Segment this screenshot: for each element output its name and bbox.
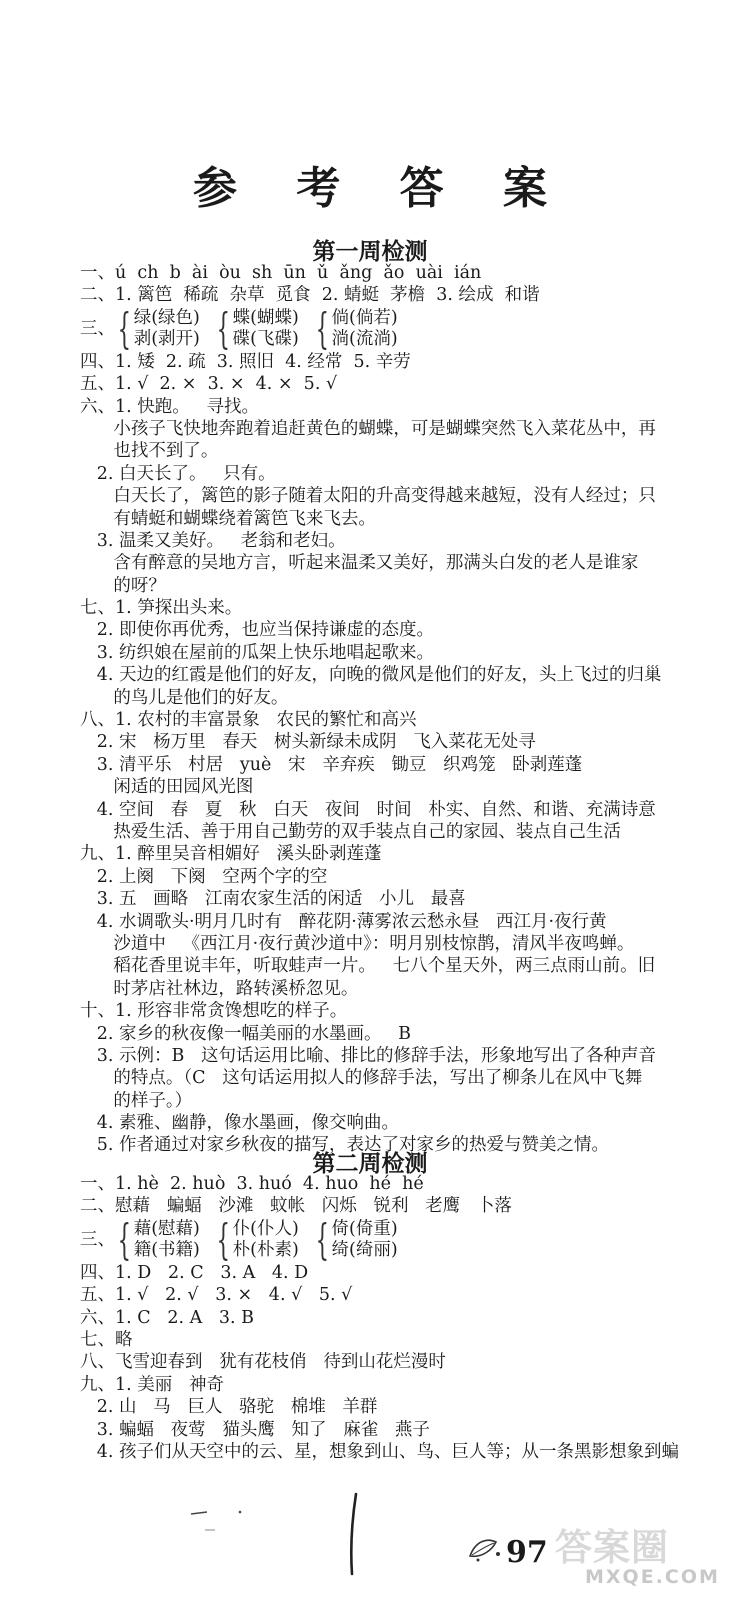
watermark-logo: 答案圈 (555, 1526, 669, 1569)
answer-line: 4. 水调歌头·明月几时有 醉花阴·薄雾浓云愁永昼 西江月·夜行黄 (80, 911, 607, 932)
q3-brace-row (80, 1214, 722, 1264)
answer-line: 二、1. 篱笆 稀疏 杂草 觅食 2. 蜻蜓 茅檐 3. 绘成 和谐 (80, 285, 540, 306)
watermark-url: MXQE.COM (585, 1566, 720, 1588)
char-pair-item: 淌(流淌) (331, 328, 398, 349)
brace-mark: { (315, 303, 329, 353)
pen-stroke-mark (338, 1490, 368, 1580)
char-pair-item: 倚(倚重) (331, 1218, 398, 1239)
answer-line: 3. 蝙蝠 夜莺 猫头鹰 知了 麻雀 燕子 (80, 1419, 430, 1440)
char-pair-item: 绮(绮丽) (331, 1239, 398, 1260)
answer-line: 2. 白天长了。 只有。 (80, 463, 276, 484)
answer-line: 四、1. D 2. C 3. A 4. D (80, 1262, 309, 1283)
week1-answers (80, 262, 722, 1157)
answer-line: 2. 上阕 下阕 空两个字的空 (80, 866, 328, 887)
q3-label: 三、 (80, 1229, 115, 1250)
answer-line: 2. 即使你再优秀，也应当保持谦虚的态度。 (80, 620, 434, 641)
answer-line: 的鸟儿是他们的好友。 (80, 687, 289, 708)
answer-line: 十、1. 形容非常贪馋想吃的样子。 (80, 1001, 348, 1022)
page-title: 参 考 答 案 (193, 163, 569, 214)
answer-line: 八、1. 农村的丰富景象 农民的繁忙和高兴 (80, 710, 417, 731)
answer-line: 的特点。（C 这句话运用拟人的修辞手法，写出了柳条儿在风中飞舞 (80, 1068, 643, 1089)
answer-line: 五、1. √ 2. × 3. × 4. × 5. √ (80, 374, 338, 395)
leaf-decoration-icon (466, 1534, 504, 1564)
char-pair-group (313, 303, 398, 353)
char-pair-item: 绿(绿色) (133, 307, 200, 328)
brace-mark: { (315, 1214, 329, 1264)
answer-line: 也找不到了。 (80, 441, 219, 462)
week1-heading: 第一周检测 (312, 238, 428, 265)
answer-line: 2. 山 马 巨人 骆驼 棉堆 羊群 (80, 1397, 378, 1418)
answer-line: 沙道中 《西江月·夜行黄沙道中》：明月别枝惊鹊，清风半夜鸣蝉。 (80, 933, 635, 954)
answer-line: 有蜻蜓和蝴蝶绕着篱笆飞来飞去。 (80, 508, 376, 529)
answer-line: 六、1. C 2. A 3. B (80, 1307, 255, 1328)
pen-scribble-mark (185, 1500, 255, 1540)
week2-heading: 第二周检测 (312, 1150, 428, 1177)
answer-line: 3. 温柔又美好。 老翁和老妇。 (80, 530, 346, 551)
answer-line: 2. 家乡的秋夜像一幅美丽的水墨画。 B (80, 1023, 411, 1044)
answer-line: 含有醉意的吴地方言，听起来温柔又美好，那满头白发的老人是谁家 (80, 553, 639, 574)
week2-answers (80, 1173, 722, 1463)
answer-line: 4. 天边的红霞是他们的好友，向晚的微风是他们的好友，头上飞过的归巢 (80, 665, 662, 686)
answer-line: 四、1. 矮 2. 疏 3. 照旧 4. 经常 5. 辛劳 (80, 351, 411, 372)
answer-line: 4. 素雅、幽静，像水墨画，像交响曲。 (80, 1113, 399, 1134)
answer-line: 八、飞雪迎春到 犹有花枝俏 待到山花烂漫时 (80, 1352, 446, 1373)
answer-line: 白天长了，篱笆的影子随着太阳的升高变得越来越短，没有人经过；只 (80, 486, 656, 507)
char-pair-item: 蝶(蝴蝶) (232, 307, 299, 328)
char-pair-group (214, 303, 299, 353)
char-pair-group (115, 303, 200, 353)
answer-line: 七、略 (80, 1329, 133, 1350)
char-pair-item: 籍(书籍) (133, 1239, 200, 1260)
page-number: 97 (506, 1535, 548, 1570)
answer-line: 九、1. 美丽 神奇 (80, 1374, 224, 1395)
answer-line: 稻花香里说丰年，听取蛙声一片。 七八个星天外，两三点雨山前。旧 (80, 956, 656, 977)
answer-line: 二、慰藉 蝙蝠 沙滩 蚊帐 闪烁 锐利 老鹰 卜落 (80, 1196, 512, 1217)
char-pair-item: 藉(慰藉) (133, 1218, 200, 1239)
answer-line: 小孩子飞快地奔跑着追赶黄色的蝴蝶，可是蝴蝶突然飞入菜花丛中，再 (80, 418, 656, 439)
answer-line: 4. 空间 春 夏 秋 白天 夜间 时间 朴实、自然、和谐、充满诗意 (80, 799, 656, 820)
answer-line: 一、1. hè 2. huò 3. huó 4. huo hé hé (80, 1174, 424, 1194)
answer-line: 时茅店社林边，路转溪桥忽见。 (80, 978, 359, 999)
answer-line: 的呀？ (80, 575, 166, 596)
answer-line: 九、1. 醉里吴音相媚好 溪头卧剥莲蓬 (80, 844, 382, 865)
answer-line: 3. 纺织娘在屋前的瓜架上快乐地唱起歌来。 (80, 642, 434, 663)
answer-line: 3. 五 画略 江南农家生活的闲适 小儿 最喜 (80, 889, 466, 910)
answer-line: 六、1. 快跑。 寻找。 (80, 396, 259, 417)
char-pair-group (214, 1214, 299, 1264)
answer-line: 5. 作者通过对家乡秋夜的描写，表达了对家乡的热爱与赞美之情。 (80, 1135, 609, 1156)
char-pair-group (313, 1214, 398, 1264)
answer-line: 2. 宋 杨万里 春天 树头新绿未成阴 飞入菜花无处寻 (80, 732, 536, 753)
q3-label: 三、 (80, 318, 115, 339)
brace-mark: { (117, 303, 132, 353)
brace-mark: { (117, 1214, 132, 1264)
char-pair-group (115, 1214, 200, 1264)
char-pair-item: 仆(仆人) (232, 1218, 299, 1239)
answer-line: 3. 示例：B 这句话运用比喻、排比的修辞手法，形象地写出了各种声音 (80, 1045, 656, 1066)
answer-line: 热爱生活、善于用自己勤劳的双手装点自己的家园、装点自己生活 (80, 821, 621, 842)
answer-line: 五、1. √ 2. √ 3. × 4. √ 5. √ (80, 1285, 353, 1306)
answer-line: 闲适的田园风光图 (80, 777, 254, 798)
char-pair-item: 倘(倘若) (331, 307, 398, 328)
brace-mark: { (216, 1214, 230, 1264)
answer-line: 一、ú ch b ài òu sh ūn ǔ ǎng ǎo uài ián (80, 263, 482, 283)
char-pair-item: 碟(飞碟) (232, 328, 299, 349)
char-pair-item: 剥(剥开) (133, 328, 200, 349)
answer-line: 的样子。） (80, 1090, 193, 1111)
answer-line: 3. 清平乐 村居 yuè 宋 辛弃疾 锄豆 织鸡笼 卧剥莲蓬 (80, 754, 583, 775)
brace-mark: { (216, 303, 230, 353)
char-pair-item: 朴(朴素) (232, 1239, 299, 1260)
answer-line: 4. 孩子们从天空中的云、星，想象到山、鸟、巨人等；从一条黑影想象到蝙 (80, 1441, 679, 1462)
answer-line: 七、1. 笋探出头来。 (80, 598, 243, 619)
q3-brace-row (80, 303, 722, 353)
